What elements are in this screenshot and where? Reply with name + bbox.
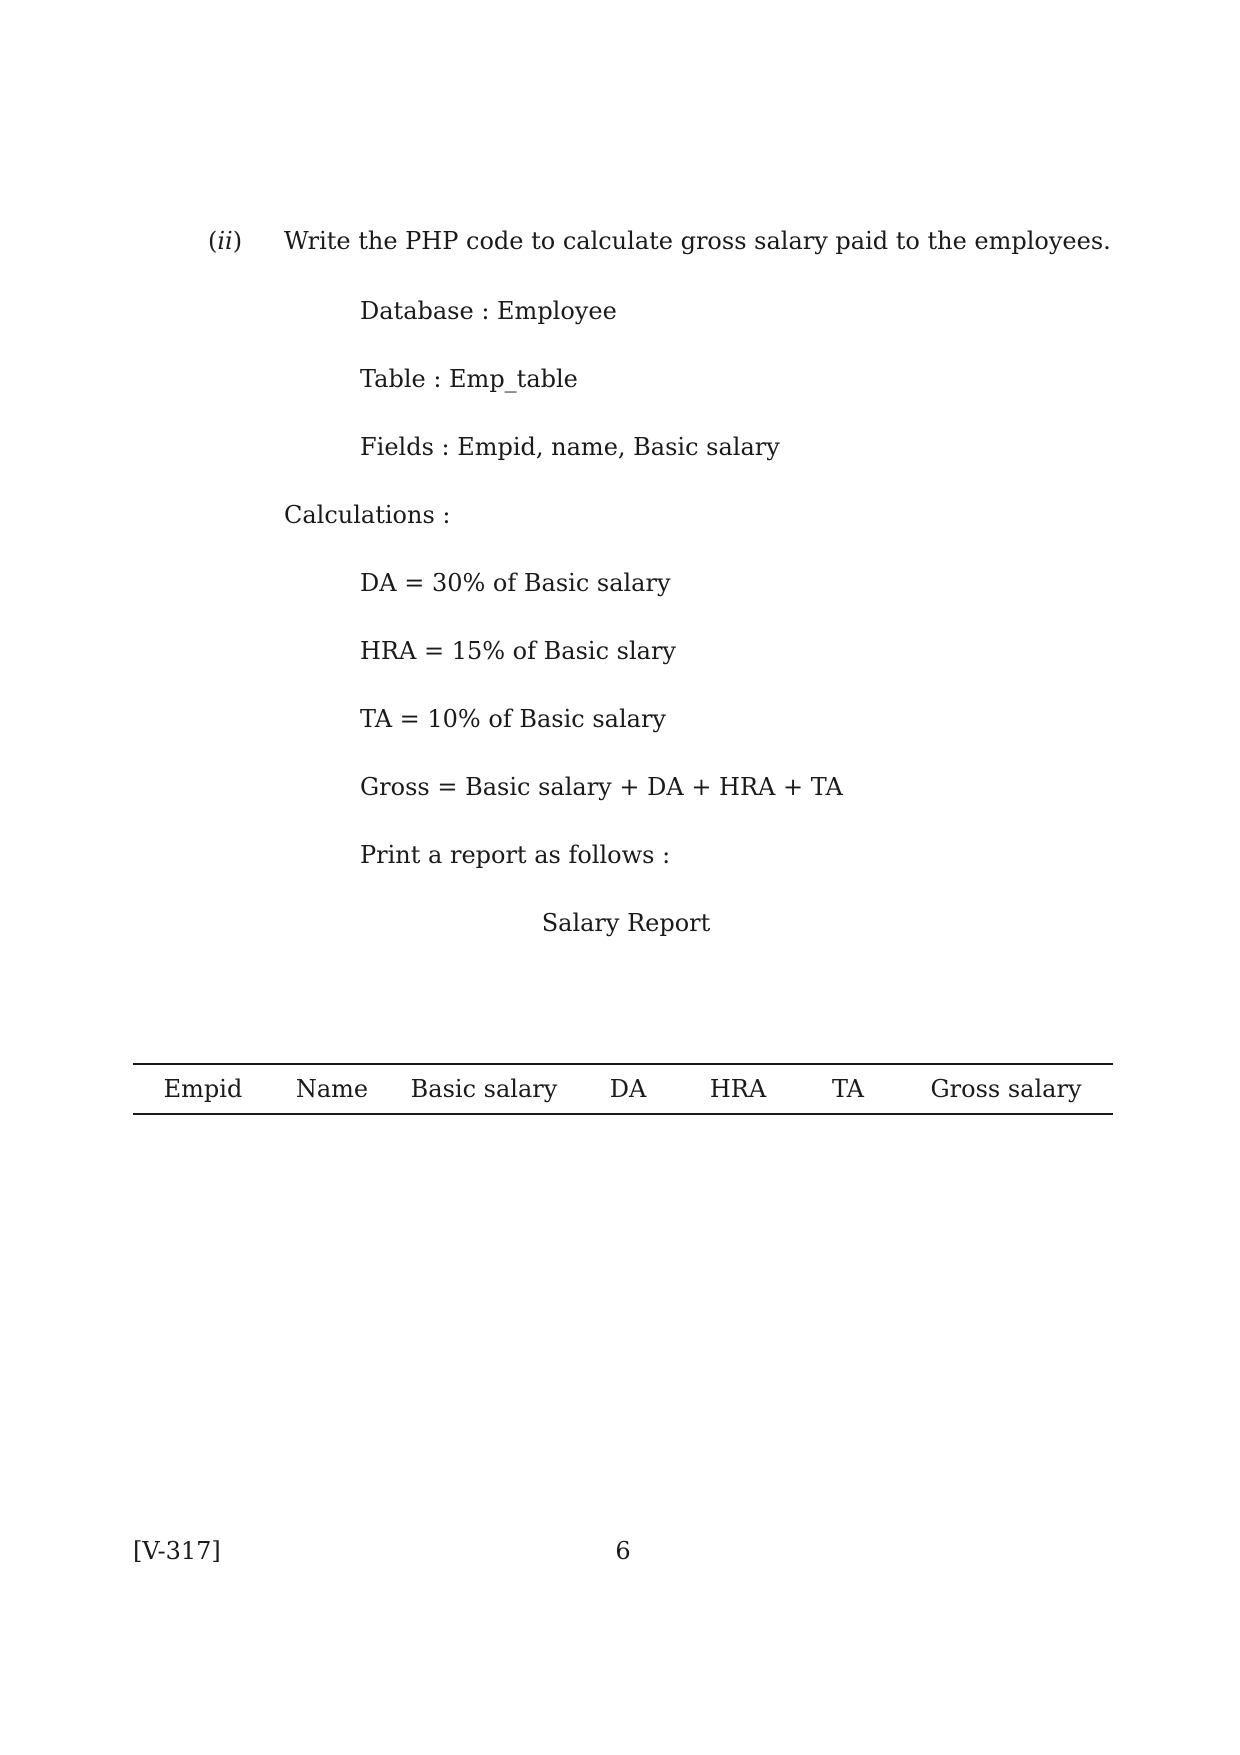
table-line: Table : Emp_table	[360, 365, 578, 393]
column-header-empid: Empid	[133, 1064, 273, 1114]
calc-ta: TA = 10% of Basic salary	[360, 705, 666, 733]
calc-hra: HRA = 15% of Basic slary	[360, 637, 676, 665]
column-header-da: DA	[577, 1064, 679, 1114]
question-text: Write the PHP code to calculate gross salary paid to the employees.	[284, 227, 1111, 255]
report-instruction: Print a report as follows :	[360, 841, 671, 869]
column-header-gross-salary: Gross salary	[899, 1064, 1113, 1114]
column-header-basic-salary: Basic salary	[391, 1064, 577, 1114]
question-number-label: ii	[217, 227, 233, 255]
column-header-hra: HRA	[679, 1064, 797, 1114]
paper-code: [V-317]	[133, 1537, 221, 1565]
fields-line: Fields : Empid, name, Basic salary	[360, 433, 780, 461]
column-header-name: Name	[273, 1064, 391, 1114]
column-header-ta: TA	[797, 1064, 899, 1114]
database-line: Database : Employee	[360, 297, 617, 325]
calc-gross: Gross = Basic salary + DA + HRA + TA	[360, 773, 843, 801]
calculations-heading: Calculations :	[284, 501, 451, 529]
calc-da: DA = 30% of Basic salary	[360, 569, 671, 597]
report-title: Salary Report	[541, 909, 711, 937]
table-header-row	[133, 1064, 1113, 1114]
page-number: 6	[615, 1537, 631, 1565]
salary-report-table	[133, 1063, 1113, 1115]
question-number: (ii)	[208, 227, 243, 255]
